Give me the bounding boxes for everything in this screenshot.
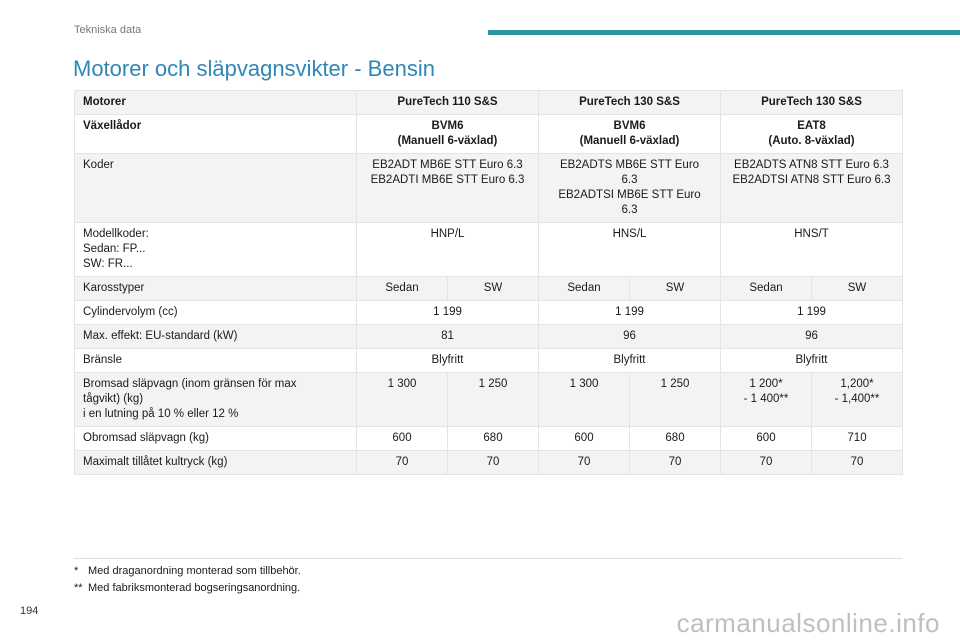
gearbox-row [75,115,903,154]
fuel-cell: Blyfritt [539,349,721,373]
braked-trailer-cell: 1 250 [448,373,539,427]
displacement-cell: 1 199 [721,301,903,325]
row-label: Max. effekt: EU-standard (kW) [75,325,357,349]
braked-trailer-cell: 1 250 [630,373,721,427]
unbraked-trailer-cell: 600 [357,427,448,451]
codes-row [75,154,903,223]
footnote-mark: * [74,565,79,577]
engine-spec-table [74,90,903,475]
gearbox-code: BVM6 [431,120,464,132]
code-cell: EB2ADTS MB6E STT Euro 6.3 EB2ADTSI MB6E STT Euro 6.3 [539,154,721,223]
row-label: Bromsad släpvagn (inom gränsen för max tågvikt) (kg) i en lutning på 10 % eller 12 % [75,373,357,427]
model-code-cell: HNS/T [721,223,903,277]
engine-header: PureTech 110 S&S [357,91,539,115]
fuel-cell: Blyfritt [357,349,539,373]
table-header-row [75,91,903,115]
engine-header: PureTech 130 S&S [721,91,903,115]
header-accent-bar [488,30,960,35]
nose-weight-cell: 70 [630,451,721,475]
gearbox-code: BVM6 [613,120,646,132]
section-label: Tekniska data [74,24,142,36]
footnote [74,565,301,577]
power-cell: 81 [357,325,539,349]
body-type-cell: SW [448,277,539,301]
code-cell: EB2ADT MB6E STT Euro 6.3 EB2ADTI MB6E STT Euro 6.3 [357,154,539,223]
power-cell: 96 [539,325,721,349]
row-label: Karosstyper [75,277,357,301]
power-row [75,325,903,349]
footnote-text: Med fabriksmonterad bogseringsanordning. [88,582,301,594]
row-label: Modellkoder: Sedan: FP... SW: FR... [75,223,357,277]
gearbox-cell [721,115,903,154]
nose-weight-row [75,451,903,475]
unbraked-trailer-cell: 680 [630,427,721,451]
page-number: 194 [20,605,39,617]
footnote [74,582,300,594]
model-codes-row [75,223,903,277]
braked-trailer-cell: 1 200* - 1 400** [721,373,812,427]
gearbox-desc: (Manuell 6-växlad) [397,135,498,147]
page-title: Motorer och släpvagnsvikter - Bensin [73,56,435,81]
body-types-row [75,277,903,301]
braked-trailer-cell: 1 300 [539,373,630,427]
body-type-cell: Sedan [357,277,448,301]
body-type-cell: Sedan [721,277,812,301]
nose-weight-cell: 70 [539,451,630,475]
braked-trailer-cell: 1,200* - 1,400** [812,373,903,427]
model-code-cell: HNP/L [357,223,539,277]
nose-weight-cell: 70 [357,451,448,475]
nose-weight-cell: 70 [448,451,539,475]
footnote-mark: ** [74,582,83,594]
nose-weight-cell: 70 [721,451,812,475]
unbraked-trailer-cell: 680 [448,427,539,451]
displacement-row [75,301,903,325]
engine-header: PureTech 130 S&S [539,91,721,115]
row-label: Obromsad släpvagn (kg) [75,427,357,451]
gearbox-desc: (Manuell 6-växlad) [579,135,680,147]
fuel-row [75,349,903,373]
row-label: Bränsle [75,349,357,373]
body-type-cell: Sedan [539,277,630,301]
braked-trailer-cell: 1 300 [357,373,448,427]
gearbox-code: EAT8 [797,120,826,132]
row-label: Koder [75,154,357,223]
header-label: Motorer [75,91,357,115]
gearbox-desc: (Auto. 8-växlad) [768,135,855,147]
gearbox-cell [539,115,721,154]
code-cell: EB2ADTS ATN8 STT Euro 6.3 EB2ADTSI ATN8 STT Euro 6.3 [721,154,903,223]
fuel-cell: Blyfritt [721,349,903,373]
unbraked-trailer-row [75,427,903,451]
footnote-text: Med draganordning monterad som tillbehör. [88,565,301,577]
body-type-cell: SW [812,277,903,301]
row-label: Cylindervolym (cc) [75,301,357,325]
footnote-divider [74,558,902,559]
row-label: Växellådor [75,115,357,154]
watermark: carmanualsonline.info [676,608,940,638]
unbraked-trailer-cell: 600 [721,427,812,451]
unbraked-trailer-cell: 600 [539,427,630,451]
displacement-cell: 1 199 [357,301,539,325]
model-code-cell: HNS/L [539,223,721,277]
displacement-cell: 1 199 [539,301,721,325]
power-cell: 96 [721,325,903,349]
braked-trailer-row [75,373,903,427]
gearbox-cell [357,115,539,154]
unbraked-trailer-cell: 710 [812,427,903,451]
body-type-cell: SW [630,277,721,301]
row-label: Maximalt tillåtet kultryck (kg) [75,451,357,475]
nose-weight-cell: 70 [812,451,903,475]
